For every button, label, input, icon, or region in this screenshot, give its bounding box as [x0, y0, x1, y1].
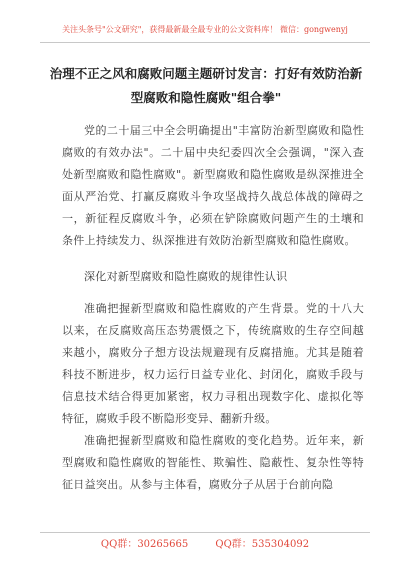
header-text: 关注头条号"公文研究"，获得最新最全最专业的公文资料库！ 微信：gongwenyj: [62, 25, 348, 34]
footer-divider: [40, 532, 370, 533]
footer-qq-group-2: QQ群：535304092: [215, 539, 310, 550]
page-footer: [40, 538, 370, 552]
paragraph-intro: 党的二十届三中全会明确提出"丰富防治新型腐败和隐性腐败的有效办法"。二十届中央纪委四次全会强调，"深入查处新型腐败和隐性腐败"。新型腐败和隐性腐败是纵深推进全面从严治党、打赢反腐败斗争攻坚战持久战总体战的障碍之一，新征程反腐败斗争，必须在铲除腐败问题产生的土壤和条件上持续发力、纵深推进有效防治新型腐败和隐性腐败。: [62, 124, 364, 247]
section-heading: 深化对新型腐败和隐性腐败的规律性认识: [84, 270, 288, 283]
paragraph-background: 准确把握新型腐败和隐性腐败的产生背景。党的十八大以来，在反腐败高压态势震慑之下，传统腐败的生存空间越来越小，腐败分子想方设法规避现有反腐措施。尤其是随着科技不断进步，权力运行日益专业化、封闭化，腐败手段与信息技术结合得更加紧密，权力寻租出现数字化、虚拟化等特征，腐败手段不断隐形变异、翻新升级。: [62, 302, 364, 425]
page-header: [40, 24, 370, 36]
header-divider: [40, 42, 370, 43]
document-title: 治理不正之风和腐败问题主题研讨发言：打好有效防治新型腐败和隐性腐败"组合拳": [49, 66, 363, 105]
paragraph-trend: 准确把握新型腐败和隐性腐败的变化趋势。近年来，新型腐败和隐性腐败的智能性、欺骗性、隐蔽性、复杂性等特征日益突出。从参与主体看，腐败分子从居于台前向隐: [62, 434, 364, 491]
footer-qq-group-1: QQ群：30265665: [100, 539, 189, 550]
document-body: [62, 120, 364, 496]
